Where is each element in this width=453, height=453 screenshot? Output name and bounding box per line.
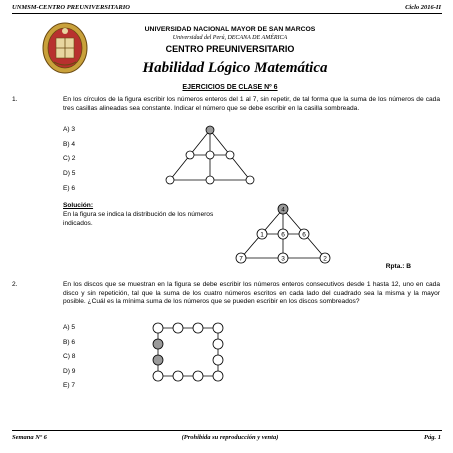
solution-label: Solución: [63, 202, 94, 209]
problem-2-option-b: B) 6 [63, 339, 76, 346]
figure-1-shaded-circle [206, 126, 214, 134]
solution-number: 7 [239, 255, 243, 263]
header-left: UNMSM-CENTRO PREUNIVERSITARIO [12, 4, 130, 11]
solution-number: 1 [260, 231, 264, 239]
problem-1-option-c: C) 2 [63, 155, 76, 162]
problem-2-option-c: C) 8 [63, 353, 76, 360]
problem-1-triangle-figure [160, 124, 260, 186]
section-subtitle: EJERCICIOS DE CLASE Nº 6 [182, 84, 278, 91]
solution-number: 3 [281, 255, 285, 263]
problem-1-answer: Rpta.: B [385, 263, 411, 270]
footer-rule [12, 430, 442, 431]
problem-2-option-d: D) 9 [63, 368, 76, 375]
problem-1-number: 1. [12, 96, 18, 103]
header-rule [12, 13, 442, 14]
solution-number: 6 [302, 231, 306, 239]
problem-2-square-figure [150, 322, 226, 382]
problem-2-text: En los discos que se muestran en la figura se debe escribir los números enteros consecutivos desde 1 hasta 12, uno en cada disco y sin repetición, tal que la suma de los cuatro números escritos en cada lado del cuadrado sea la misma y la mayor posible. ¿Cuál es la mínima suma de los números que se pueden escribir en los discos sombreados? [63, 281, 440, 306]
figure-2-shaded-disc [153, 355, 163, 365]
problem-1-option-e: E) 6 [63, 185, 76, 192]
page-title: Habilidad Lógico Matemática [142, 60, 328, 76]
problem-1-text: En los círculos de la figura escribir los números enteros del 1 al 7, sin repetir, de tal forma que la suma de los números de cada tres casillas alineadas sea constante. Indicar el número que se debe escribir en la casilla sombreada. [63, 96, 440, 112]
header-right: Ciclo 2016-II [405, 4, 441, 11]
university-seal-logo [42, 22, 88, 74]
solution-text: En la figura se indica la distribución de los números indicados. [63, 211, 214, 227]
university-motto: Universidad del Perú, DECANA DE AMÉRICA [172, 35, 288, 41]
problem-2-number: 2. [12, 281, 18, 288]
solution-number: 4 [281, 206, 285, 214]
problem-1-option-d: D) 5 [63, 170, 76, 177]
footer-right: Pág. 1 [424, 434, 441, 441]
solution-number: 2 [323, 255, 327, 263]
footer-center: (Prohibida su reproducción y venta) [181, 434, 279, 441]
problem-1-option-a: A) 3 [63, 126, 76, 133]
solution-triangle-figure [228, 202, 338, 266]
problem-2-option-e: E) 7 [63, 382, 76, 389]
figure-2-shaded-disc [153, 339, 163, 349]
center-name: CENTRO PREUNIVERSITARIO [165, 44, 295, 54]
university-name: UNIVERSIDAD NACIONAL MAYOR DE SAN MARCOS [144, 26, 316, 33]
footer-left: Semana Nº 6 [12, 434, 47, 441]
solution-number: 6 [281, 231, 285, 239]
problem-2-option-a: A) 5 [63, 324, 76, 331]
problem-1-option-b: B) 4 [63, 141, 76, 148]
